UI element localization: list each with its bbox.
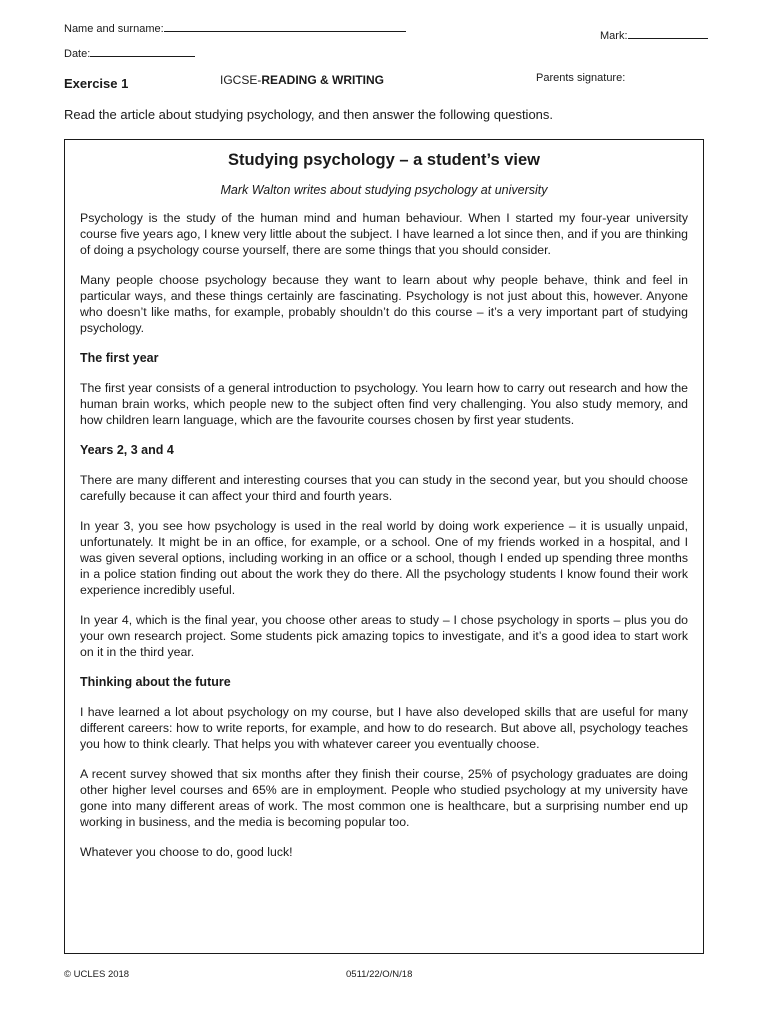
article-paragraph: The first year consists of a general introduction to psychology. You learn how to carry out research and how the human brain works, which people new to the subject often find very challenging. You also study memory, and how children learn language, which are the favourite courses chosen by first year students. — [80, 381, 688, 427]
date-field[interactable] — [64, 48, 195, 60]
article-subtitle: Mark Walton writes about studying psychology at university — [220, 183, 548, 197]
article-paragraph: I have learned a lot about psychology on my course, but I have also developed skills that are useful for many different careers: how to write reports, for example, and how to do research. But above all, psychology teaches you how to think clearly. That helps you with whatever career you eventually choose. — [80, 705, 688, 751]
section-heading: Years 2, 3 and 4 — [80, 443, 174, 457]
article-title: Studying psychology – a student’s view — [227, 151, 541, 169]
subject-label — [220, 73, 384, 87]
parents-signature-label: Parents signature: — [536, 72, 626, 84]
footer-code: 0511/22/O/N/18 — [346, 969, 413, 980]
footer-copyright: © UCLES 2018 — [64, 969, 130, 980]
section-heading: The first year — [80, 351, 159, 365]
mark-field[interactable] — [600, 30, 708, 42]
article-paragraph: There are many different and interesting courses that you can study in the second year, but you should choose carefully because it can affect your third and fourth years. — [80, 473, 688, 503]
section-heading: Thinking about the future — [80, 675, 231, 689]
mark-label: Mark: — [600, 30, 628, 42]
article-box — [64, 139, 704, 954]
subject-main: READING & WRITING — [261, 73, 385, 87]
article-paragraph: Psychology is the study of the human mind and human behaviour. When I started my four-year university course five years ago, I knew very little about the subject. I have learned a lot since then, and if you are thinking of doing a psychology course yourself, there are some things that you should consider. — [80, 211, 688, 257]
name-surname-field[interactable] — [64, 23, 406, 35]
date-line[interactable] — [90, 56, 195, 57]
exercise-label: Exercise 1 — [64, 76, 129, 91]
subject-prefix: IGCSE- — [220, 73, 262, 87]
article-paragraph: In year 4, which is the final year, you choose other areas to study – I chose psychology in sports – plus you do your own research project. Some students pick amazing topics to investigate, and it’s a good idea to start work on it in the third year. — [80, 613, 688, 659]
name-line[interactable] — [164, 31, 406, 32]
article-paragraph: Whatever you choose to do, good luck! — [80, 845, 293, 859]
instruction-text: Read the article about studying psychology, and then answer the following questions. — [64, 107, 554, 122]
name-label: Name and surname: — [64, 23, 164, 35]
article-paragraph: A recent survey showed that six months after they finish their course, 25% of psychology graduates are doing other higher level courses and 65% are in employment. People who studied psychology at my university have gone into many different areas of work. The most common one is healthcare, but a surprising number end up working in business, and the media is becoming popular too. — [80, 767, 688, 829]
article-paragraph: Many people choose psychology because they want to learn about why people behave, think and feel in particular ways, and these things certainly are fascinating. Psychology is not just about this, however. Anyone who doesn’t like maths, for example, probably shouldn’t do this course – it’s a very important part of studying psychology. — [80, 273, 688, 335]
article-paragraph: In year 3, you see how psychology is used in the real world by doing work experience – it is usually unpaid, unfortunately. It might be in an office, for example, or a school. One of my friends worked in a hospital, and I was given several options, including working in an office or a school, though I ended up spending three months in a police station finding out about the work they do there. All the psychology students I know found their work experience incredibly useful. — [80, 519, 688, 597]
date-label: Date: — [64, 48, 91, 60]
mark-line[interactable] — [628, 38, 708, 39]
